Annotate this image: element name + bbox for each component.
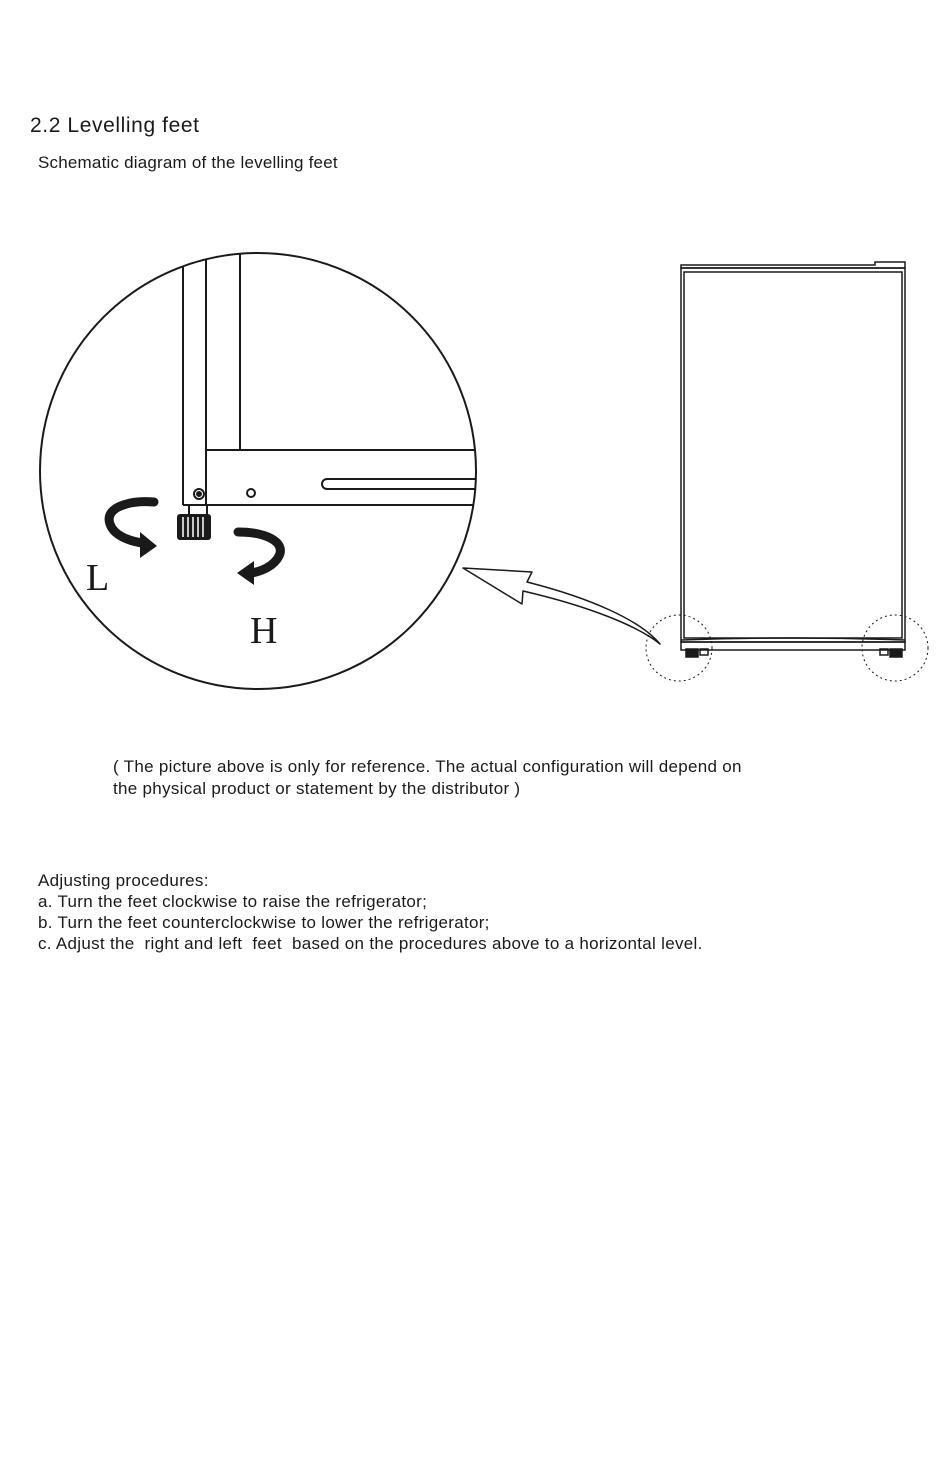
reference-note-line: the physical product or statement by the distributor ) <box>113 779 521 798</box>
right-foot <box>890 649 902 657</box>
right-foot-highlight <box>862 615 928 681</box>
fridge-top <box>681 262 905 268</box>
pointer-arrow-icon <box>463 568 660 644</box>
fridge-base <box>681 642 905 650</box>
refrigerator-front-view <box>681 262 905 657</box>
diagram-caption: Schematic diagram of the levelling feet <box>38 153 338 172</box>
fridge-door <box>681 268 905 642</box>
procedure-step: b. Turn the feet counterclockwise to lower the refrigerator; <box>38 913 490 932</box>
adjusting-procedures <box>38 870 703 954</box>
label-high: H <box>250 610 278 652</box>
magnified-foot-view <box>40 240 492 689</box>
label-low: L <box>86 557 110 599</box>
left-foot <box>686 649 698 657</box>
levelling-feet-diagram <box>0 200 950 700</box>
reference-note-line: ( The picture above is only for reference. The actual configuration will depend on <box>113 757 742 776</box>
left-foot-highlight <box>646 615 712 681</box>
procedure-step: c. Adjust the right and left feet based on the procedures above to a horizontal level. <box>38 934 703 953</box>
procedure-step: a. Turn the feet clockwise to raise the refrigerator; <box>38 892 428 911</box>
section-title: 2.2 Levelling feet <box>30 114 200 137</box>
reference-note <box>113 756 873 800</box>
procedures-heading: Adjusting procedures: <box>38 871 209 890</box>
